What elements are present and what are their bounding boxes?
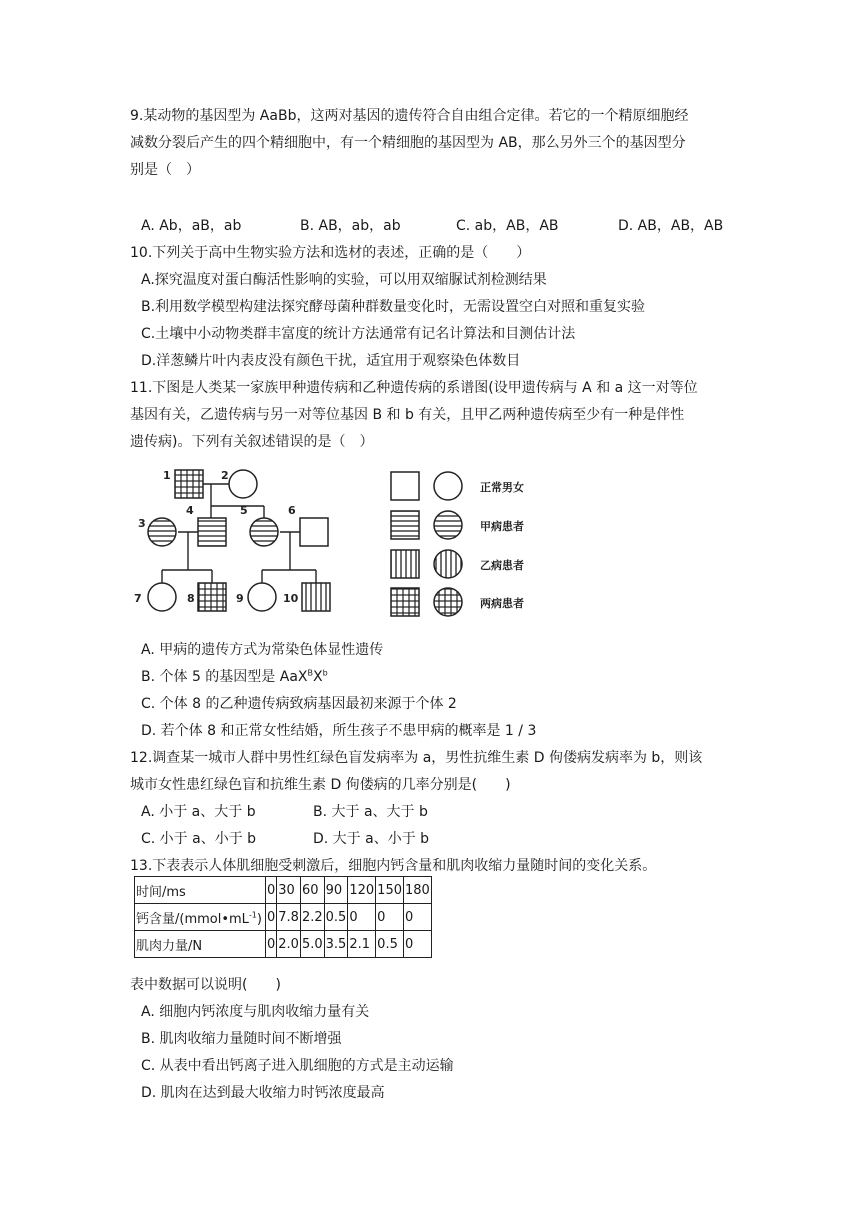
pedigree-figure (0, 458, 860, 628)
q10-option-a: A.探究温度对蛋白酶活性影响的实验，可以用双缩脲试剂检测结果 (141, 272, 547, 288)
table-cell: 5.0 (300, 931, 324, 958)
legend-disease-b-label: 乙病患者 (480, 559, 524, 572)
individual-6-male-normal (300, 518, 328, 546)
q9-option-b: B. AB，ab，ab (300, 218, 401, 234)
table-cell: 180 (404, 877, 432, 904)
individual-1-male-both (175, 470, 203, 498)
q13-option-d: D. 肌肉在达到最大收缩力时钙浓度最高 (141, 1085, 385, 1101)
label-9: 9 (236, 592, 244, 605)
table-cell: 2.1 (348, 931, 376, 958)
q12-option-c: C. 小于 a、小于 b (141, 831, 257, 847)
pedigree-lines (162, 484, 316, 583)
q11-option-a: A. 甲病的遗传方式为常染色体显性遗传 (141, 642, 384, 658)
legend-normal-female (434, 472, 462, 500)
q13-option-a: A. 细胞内钙浓度与肌肉收缩力量有关 (141, 1004, 370, 1020)
pedigree-legend (391, 472, 524, 616)
q11-stem-line1: 11.下图是人类某一家族甲种遗传病和乙种遗传病的系谱图(设甲遗传病与 A 和 a 这一对等位 (130, 380, 698, 396)
q10-stem: 10.下列关于高中生物实验方法和选材的表述，正确的是（ ） (130, 245, 531, 261)
q12-option-d: D. 大于 a、小于 b (313, 831, 430, 847)
table-cell: 7.8 (277, 904, 301, 931)
individual-4-male-disease-a (198, 518, 226, 546)
q11-option-b-sup2: b (322, 668, 328, 678)
individual-3-female-disease-a (148, 518, 176, 546)
legend-both-female (434, 588, 462, 616)
row-label-force: 肌肉力量/N (135, 931, 266, 958)
q11-option-c: C. 个体 8 的乙种遗传病致病基因最初来源于个体 2 (141, 696, 457, 712)
individual-7-female-normal (148, 583, 176, 611)
q10-option-d: D.洋葱鳞片叶内表皮没有颜色干扰，适宜用于观察染色体数目 (141, 353, 521, 369)
q13-option-c: C. 从表中看出钙离子进入肌细胞的方式是主动运输 (141, 1058, 454, 1074)
legend-disease-b-male (391, 550, 419, 578)
q13-option-b: B. 肌肉收缩力量随时间不断增强 (141, 1031, 342, 1047)
table-cell: 0 (376, 904, 404, 931)
q10-option-b: B.利用数学模型构建法探究酵母菌种群数量变化时，无需设置空白对照和重复实验 (141, 299, 646, 315)
label-4: 4 (186, 504, 194, 517)
label-3: 3 (138, 517, 146, 530)
q11-stem-line3: 遗传病)。下列有关叙述错误的是（ ） (130, 434, 374, 450)
row-label-calcium-sup: -1 (248, 910, 257, 920)
q9-option-a: A. Ab，aB，ab (141, 218, 242, 234)
label-2: 2 (221, 469, 229, 482)
q11-option-b-x: X (313, 669, 323, 685)
table-row-calcium (135, 904, 432, 931)
q13-followup: 表中数据可以说明( ) (130, 977, 281, 993)
label-8: 8 (187, 592, 195, 605)
legend-disease-a-female (434, 511, 462, 539)
q11-stem-line2: 基因有关，乙遗传病与另一对等位基因 B 和 b 有关，且甲乙两种遗传病至少有一种是伴性 (130, 407, 685, 423)
q13-stem: 13.下表表示人体肌细胞受刺激后，细胞内钙含量和肌肉收缩力量随时间的变化关系。 (130, 858, 657, 874)
q9-option-d: D. AB，AB，AB (618, 218, 724, 234)
legend-disease-b-female (434, 550, 462, 578)
q9-stem-line1: 9.某动物的基因型为 AaBb，这两对基因的遗传符合自由组合定律。若它的一个精原细胞经 (130, 108, 689, 124)
table-cell: 0 (348, 904, 376, 931)
row-label-calcium-text: 钙含量/(mmol•mL (136, 911, 249, 927)
row-label-calcium (135, 904, 266, 931)
table-cell: 2.0 (277, 931, 301, 958)
label-7: 7 (134, 592, 142, 605)
table-cell: 30 (277, 877, 301, 904)
legend-normal-label: 正常男女 (480, 481, 524, 494)
row-label-calcium-close: ) (256, 911, 262, 927)
legend-disease-a-label: 甲病患者 (480, 520, 524, 533)
q13-data-table (134, 876, 432, 958)
individual-2-female-normal (229, 470, 257, 498)
table-row-time (135, 877, 432, 904)
table-cell: 0.5 (376, 931, 404, 958)
table-cell: 3.5 (324, 931, 348, 958)
legend-both-label: 两病患者 (480, 597, 524, 610)
table-cell: 120 (348, 877, 376, 904)
q11-option-b-sup1: B (307, 668, 314, 678)
row-label-time: 时间/ms (135, 877, 266, 904)
individual-10-male-disease-b (302, 583, 330, 611)
table-cell: 0 (404, 904, 432, 931)
table-row-force (135, 931, 432, 958)
label-6: 6 (288, 504, 296, 517)
label-1: 1 (163, 469, 171, 482)
q12-option-a: A. 小于 a、大于 b (141, 804, 256, 820)
table-cell: 150 (376, 877, 404, 904)
legend-both-male (391, 588, 419, 616)
q12-stem-line1: 12.调查某一城市人群中男性红绿色盲发病率为 a，男性抗维生素 D 佝偻病发病率为 b，则该 (130, 750, 703, 766)
q9-option-c: C. ab，AB，AB (456, 218, 559, 234)
individual-9-female-normal (248, 583, 276, 611)
table-cell: 0 (266, 904, 277, 931)
q11-option-b-text: B. 个体 5 的基因型是 AaX (141, 669, 308, 685)
q11-option-b (141, 667, 328, 687)
legend-normal-male (391, 472, 419, 500)
table-cell: 0.5 (324, 904, 348, 931)
table-cell: 0 (404, 931, 432, 958)
q10-option-c: C.土壤中小动物类群丰富度的统计方法通常有记名计算法和目测估计法 (141, 326, 576, 342)
table-cell: 90 (324, 877, 348, 904)
table-cell: 0 (266, 931, 277, 958)
q9-stem-line2: 减数分裂后产生的四个精细胞中，有一个精细胞的基因型为 AB，那么另外三个的基因型分 (130, 135, 686, 151)
table-cell: 2.2 (300, 904, 324, 931)
label-5: 5 (240, 504, 248, 517)
q9-stem-line3: 别是（ ） (130, 162, 200, 178)
legend-disease-a-male (391, 511, 419, 539)
individual-5-female-disease-a (250, 518, 278, 546)
individual-8-male-both (198, 583, 226, 611)
q12-stem-line2: 城市女性患红绿色盲和抗维生素 D 佝偻病的几率分别是( ) (130, 777, 511, 793)
label-10: 10 (283, 592, 299, 605)
table-cell: 60 (300, 877, 324, 904)
q12-option-b: B. 大于 a、大于 b (313, 804, 428, 820)
table-cell: 0 (266, 877, 277, 904)
q11-option-d: D. 若个体 8 和正常女性结婚，所生孩子不患甲病的概率是 1 / 3 (141, 723, 537, 739)
